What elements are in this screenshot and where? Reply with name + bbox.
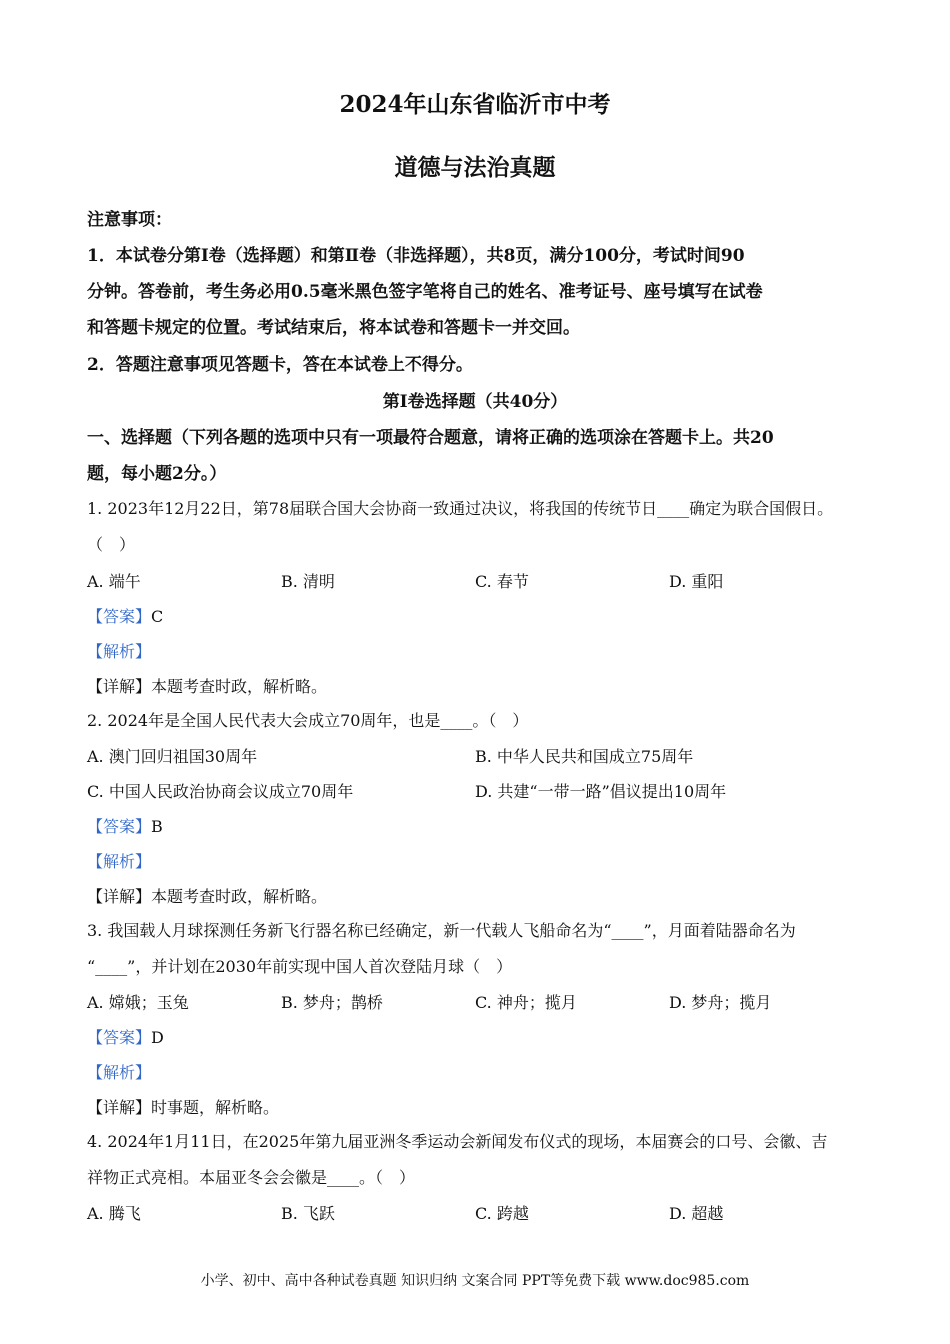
question-1-option-a: A. 端午 — [87, 572, 141, 591]
detail-text: 本题考查时政，解析略。 — [151, 887, 328, 906]
part-intro-line-2: 题，每小题2分。） — [87, 464, 227, 484]
question-1-stem-line-2: （ ） — [87, 535, 136, 554]
question-1-option-c: C. 春节 — [475, 572, 529, 591]
question-3-answer — [87, 1025, 865, 1048]
question-1-detail — [87, 674, 865, 697]
question-2-option-c: C. 中国人民政治协商会议成立70周年 — [87, 782, 354, 801]
question-4-stem-line-1: 4. 2024年1月11日，在2025年第九届亚洲冬季运动会新闻发布仪式的现场，本届赛会的口号、会徽、吉 — [87, 1132, 828, 1151]
question-4-option-a: A. 腾飞 — [87, 1204, 141, 1223]
section-title: 第Ⅰ卷选择题（共40分） — [382, 392, 568, 412]
answer-value: D — [151, 1028, 164, 1047]
question-3-option-c: C. 神舟；揽月 — [475, 993, 577, 1012]
answer-label: 【答案】 — [87, 607, 152, 626]
exam-title: 2024年山东省临沂市中考 — [339, 91, 611, 118]
question-1-answer — [87, 604, 865, 627]
question-3-option-d: D. 梦舟；揽月 — [669, 993, 772, 1012]
question-2-option-d: D. 共建“一带一路”倡议提出10周年 — [475, 782, 727, 801]
part-intro-line-1: 一、选择题（下列各题的选项中只有一项最符合题意，请将正确的选项涂在答题卡上。共20 — [87, 428, 774, 448]
page-footer: 小学、初中、高中各种试卷真题 知识归纳 文案合同 PPT等免费下载 www.doc985.com — [200, 1273, 750, 1289]
answer-label: 【答案】 — [87, 817, 152, 836]
question-4-option-b: B. 飞跃 — [281, 1204, 335, 1223]
question-4-option-c: C. 跨越 — [475, 1204, 529, 1223]
question-1-stem-line-1: 1. 2023年12月22日，第78届联合国大会协商一致通过决议，将我国的传统节日____确定为联合国假日。 — [87, 499, 834, 518]
answer-label: 【答案】 — [87, 1028, 152, 1047]
answer-value: B — [151, 817, 163, 836]
notice-item-1-line-3: 和答题卡规定的位置。考试结束后，将本试卷和答题卡一并交回。 — [87, 318, 580, 338]
question-4-stem-line-2: 祥物正式亮相。本届亚冬会会徽是____。（ ） — [87, 1168, 416, 1187]
question-2-option-b: B. 中华人民共和国成立75周年 — [475, 747, 694, 766]
question-3-analysis-label: 【解析】 — [87, 1063, 152, 1082]
detail-label: 【详解】 — [87, 887, 152, 906]
answer-value: C — [151, 607, 164, 626]
question-3-option-a: A. 嫦娥；玉兔 — [87, 993, 189, 1012]
question-2-detail — [87, 884, 865, 907]
question-1-option-b: B. 清明 — [281, 572, 335, 591]
question-3-stem-line-2: “____”，并计划在2030年前实现中国人首次登陆月球（ ） — [87, 957, 513, 976]
exam-subject-title: 道德与法治真题 — [394, 154, 556, 181]
question-3-option-b: B. 梦舟；鹊桥 — [281, 993, 383, 1012]
question-2-stem: 2. 2024年是全国人民代表大会成立70周年，也是____。（ ） — [87, 711, 529, 730]
notice-heading: 注意事项： — [87, 210, 172, 230]
question-3-detail — [87, 1095, 865, 1118]
question-1-analysis-label: 【解析】 — [87, 642, 152, 661]
question-4-option-d: D. 超越 — [669, 1204, 724, 1223]
detail-label: 【详解】 — [87, 677, 152, 696]
detail-text: 时事题，解析略。 — [151, 1098, 280, 1117]
notice-item-1-line-2: 分钟。答卷前，考生务必用0.5毫米黑色签字笔将自己的姓名、准考证号、座号填写在试卷 — [87, 282, 763, 302]
detail-label: 【详解】 — [87, 1098, 152, 1117]
notice-item-1-line-1: 1．本试卷分第Ⅰ卷（选择题）和第Ⅱ卷（非选择题），共8页，满分100分，考试时间90 — [87, 246, 745, 266]
question-2-option-a: A. 澳门回归祖国30周年 — [87, 747, 258, 766]
notice-item-2: 2．答题注意事项见答题卡，答在本试卷上不得分。 — [87, 355, 473, 375]
question-2-answer — [87, 814, 865, 837]
question-2-analysis-label: 【解析】 — [87, 852, 152, 871]
question-3-stem-line-1: 3. 我国载人月球探测任务新飞行器名称已经确定，新一代载人飞船命名为“____”，月面着陆器命名为 — [87, 921, 796, 940]
question-1-option-d: D. 重阳 — [669, 572, 724, 591]
detail-text: 本题考查时政，解析略。 — [151, 677, 328, 696]
